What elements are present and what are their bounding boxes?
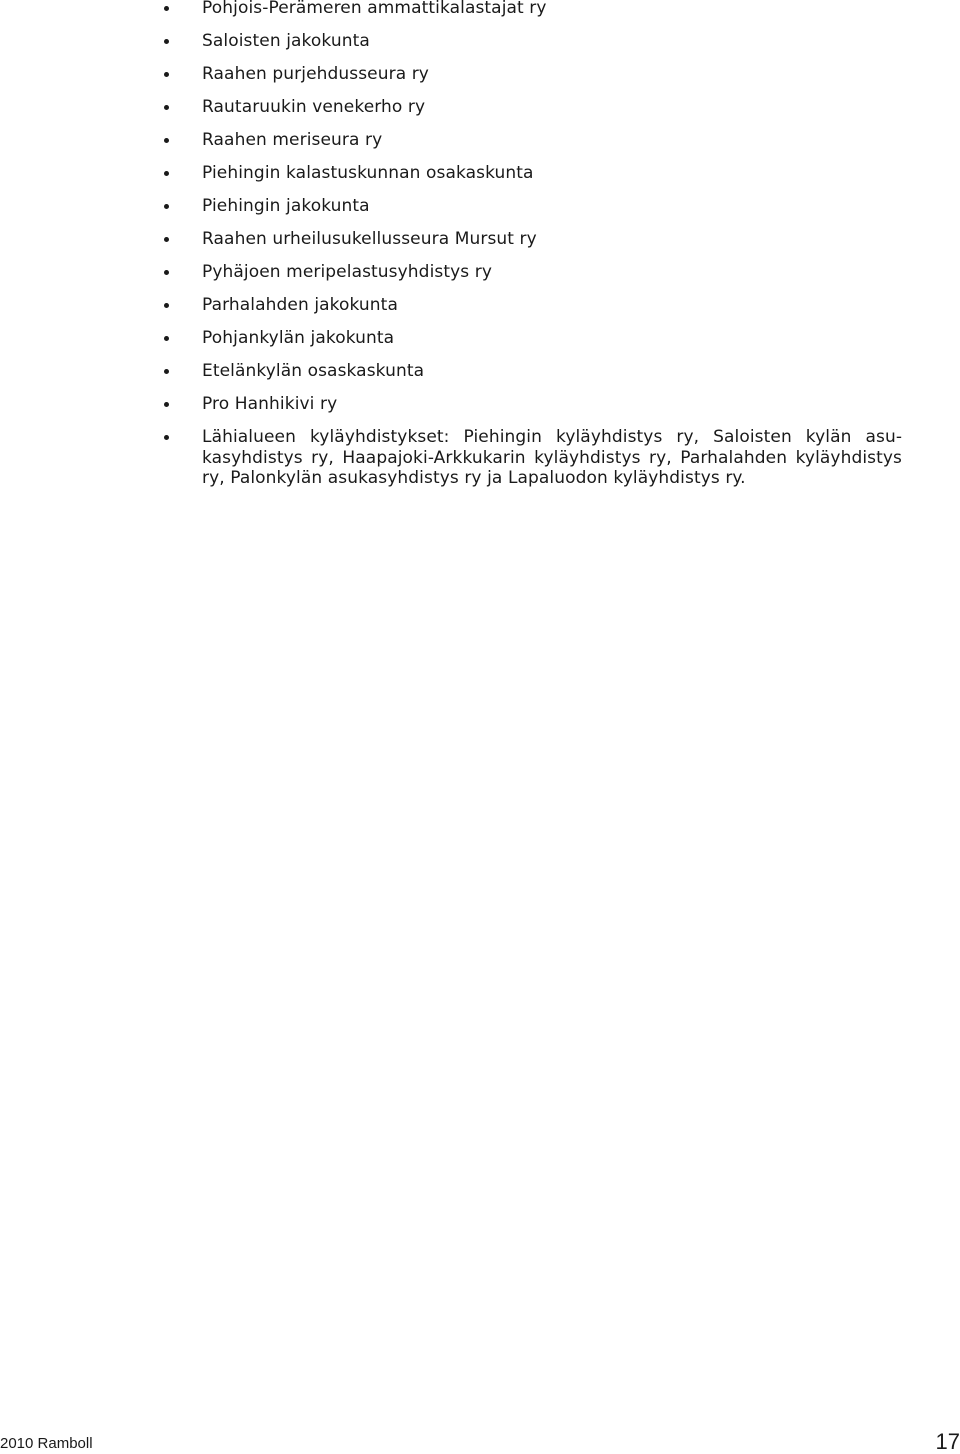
list-item-text: Pohjois-Perämeren ammattikalastajat ry	[202, 0, 547, 18]
bullet-icon	[164, 369, 169, 374]
list-item-text: Raahen meriseura ry	[202, 130, 383, 150]
list-item	[0, 97, 960, 118]
list-item	[0, 31, 960, 52]
list-item	[0, 229, 960, 250]
list-item	[0, 262, 960, 283]
bullet-icon	[164, 72, 169, 77]
list-item	[0, 394, 960, 415]
list-item	[0, 427, 960, 489]
bullet-icon	[164, 6, 169, 11]
list-item	[0, 295, 960, 316]
page-number: 17	[935, 1429, 960, 1454]
bullet-icon	[164, 171, 169, 176]
footer-copyright: 2010 Ramboll	[0, 1435, 93, 1452]
bullet-icon	[164, 204, 169, 209]
bullet-icon	[164, 303, 169, 308]
list-item-text: Parhalahden jakokunta	[202, 295, 398, 315]
list-item	[0, 163, 960, 184]
list-item-text: Raahen urheilusukellusseura Mursut ry	[202, 229, 537, 249]
list-item-text: Etelänkylän osaskaskunta	[202, 361, 425, 381]
list-item	[0, 361, 960, 382]
bullet-icon	[164, 402, 169, 407]
list-item	[0, 0, 960, 19]
bullet-icon	[164, 336, 169, 341]
list-item-text: Piehingin jakokunta	[202, 196, 370, 216]
bullet-list	[0, 0, 960, 489]
list-item-text: Raahen purjehdusseura ry	[202, 64, 429, 84]
bullet-icon	[164, 39, 169, 44]
list-item-text: Pro Hanhikivi ry	[202, 394, 338, 414]
bullet-icon	[164, 237, 169, 242]
list-item	[0, 328, 960, 349]
bullet-icon	[164, 270, 169, 275]
list-item-text: Lähialueen kyläyhdistykset: Piehingin kyläyhdistys ry, Saloisten kylän asukasyhdistys ry, Haapajoki-Arkkukarin kyläyhdistys ry, Parhalahden kyläyhdistys ry, Palonkylän asukasyhdistys ry ja Lapaluodon kyläyhdistys ry.	[202, 427, 902, 488]
list-item-text: Pyhäjoen meripelastusyhdistys ry	[202, 262, 492, 282]
list-item-text: Saloisten jakokunta	[202, 31, 370, 51]
list-item-text: Rautaruukin venekerho ry	[202, 97, 426, 117]
bullet-icon	[164, 138, 169, 143]
list-item	[0, 64, 960, 85]
bullet-icon	[164, 435, 169, 440]
list-item-text: Piehingin kalastuskunnan osakaskunta	[202, 163, 534, 183]
bullet-icon	[164, 105, 169, 110]
list-item	[0, 196, 960, 217]
list-item	[0, 130, 960, 151]
list-item-text: Pohjankylän jakokunta	[202, 328, 395, 348]
